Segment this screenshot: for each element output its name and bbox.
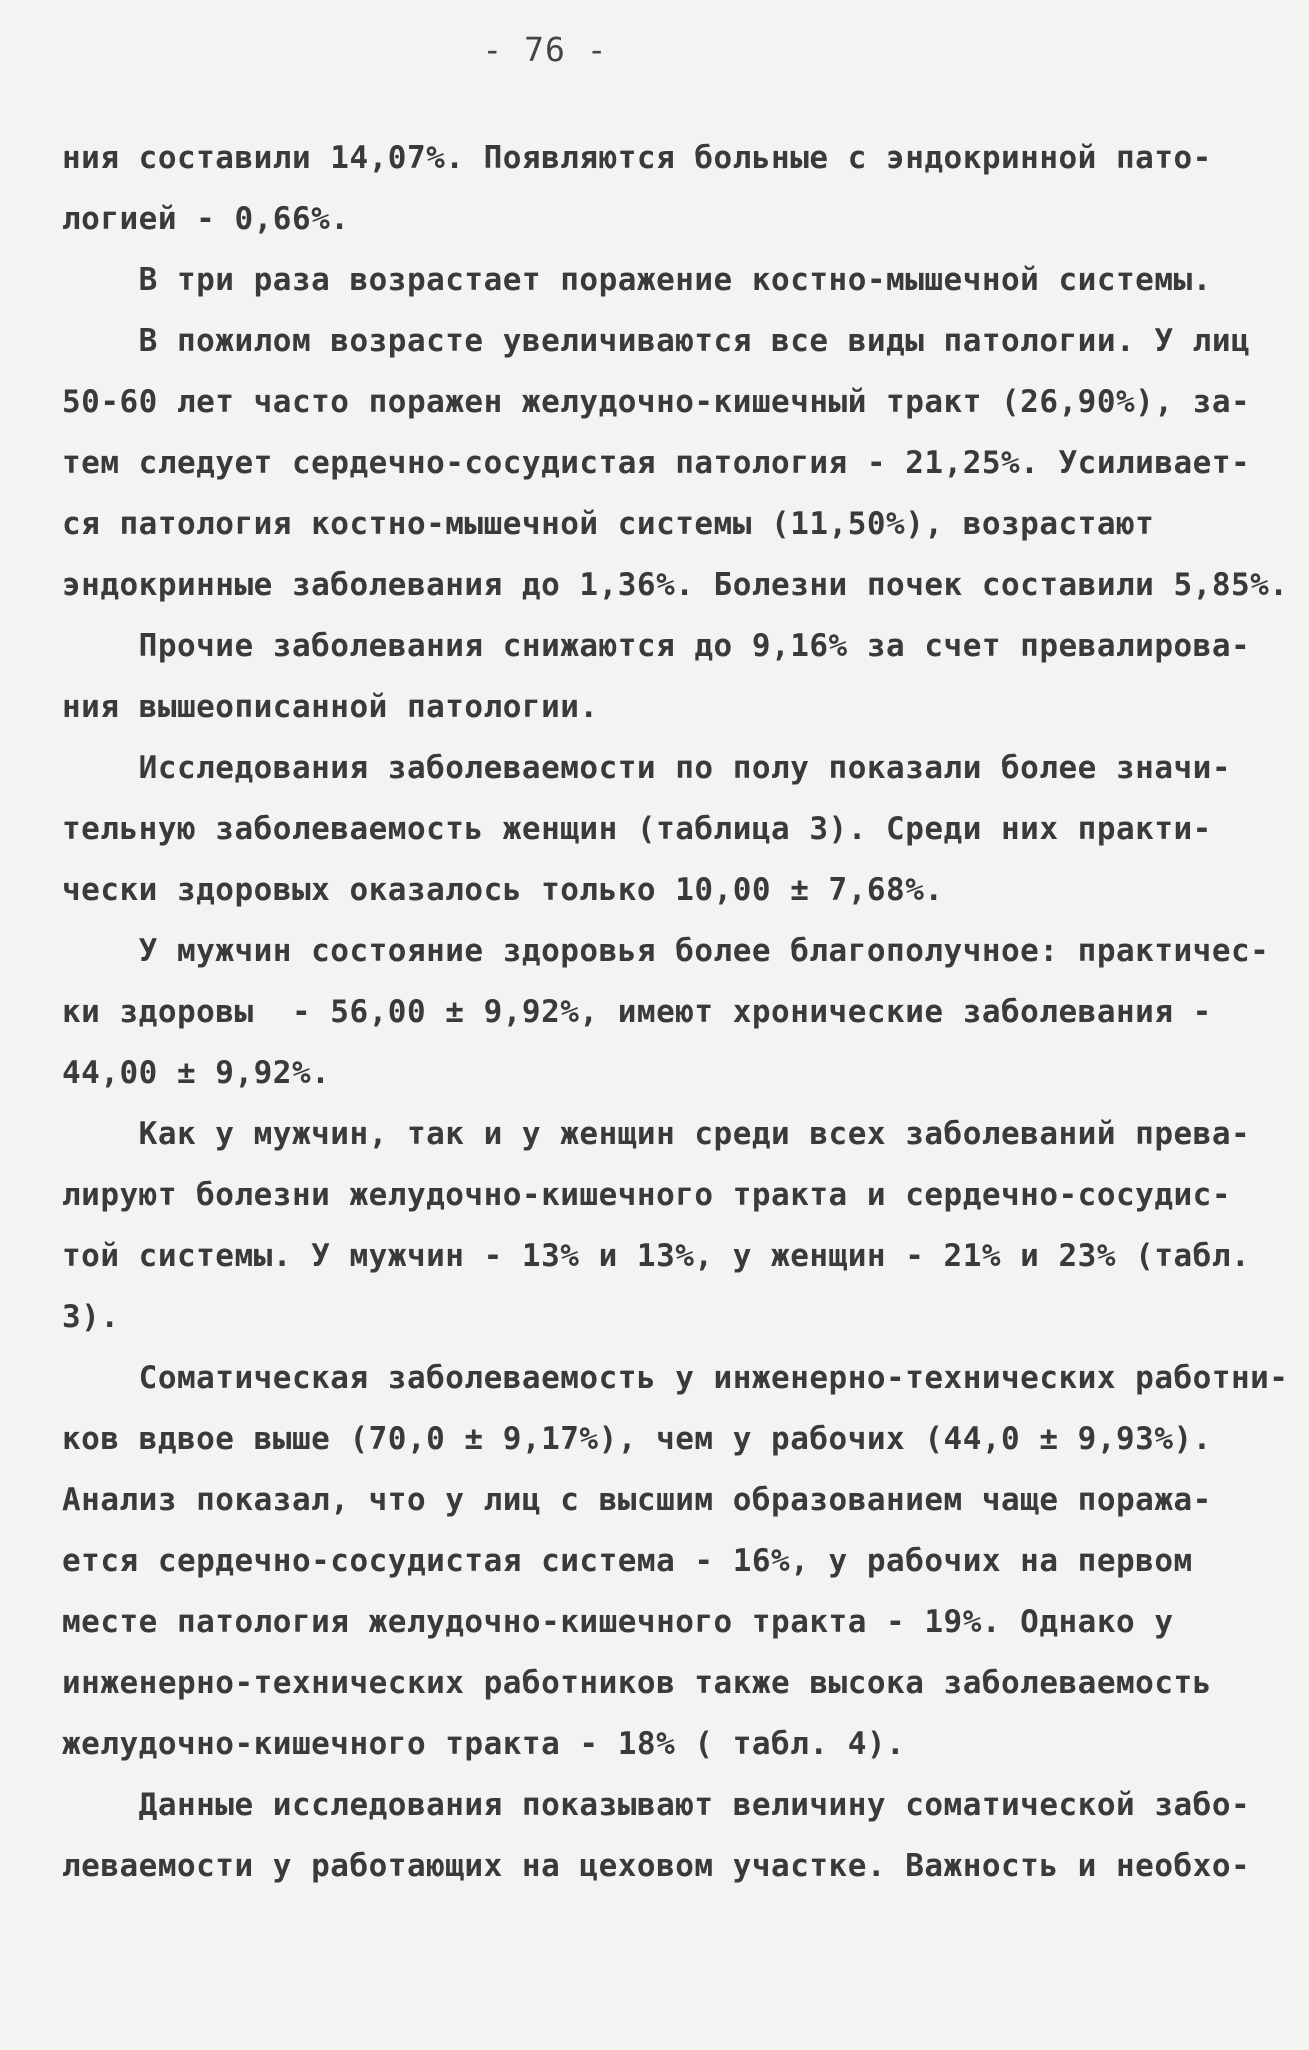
text-line: 50-60 лет часто поражен желудочно-кишечный тракт (26,90%), за- <box>62 384 1251 420</box>
text-line: лируют болезни желудочно-кишечного тракта и сердечно-сосудис- <box>62 1177 1231 1213</box>
text-line: чески здоровых оказалось только 10,00 ± 7,68%. <box>62 872 944 908</box>
text-line: Соматическая заболеваемость у инженерно-технических работни- <box>62 1360 1289 1396</box>
text-line: У мужчин состояние здоровья более благополучное: практичес- <box>62 933 1270 969</box>
text-line: эндокринные заболевания до 1,36%. Болезни почек составили 5,85%. <box>62 567 1289 603</box>
text-line: Как у мужчин, так и у женщин среди всех заболеваний прева- <box>62 1116 1251 1152</box>
text-line: Данные исследования показывают величину соматической забо- <box>62 1787 1251 1823</box>
text-line: ся патология костно-мышечной системы (11,50%), возрастают <box>62 506 1155 542</box>
text-line: тельную заболеваемость женщин (таблица 3). Среди них практи- <box>62 811 1212 847</box>
text-line: Анализ показал, что у лиц с высшим образованием чаще поража- <box>62 1482 1212 1518</box>
text-line: В пожилом возрасте увеличиваются все виды патологии. У лиц <box>62 323 1251 359</box>
text-line: той системы. У мужчин - 13% и 13%, у женщин - 21% и 23% (табл. <box>62 1238 1251 1274</box>
text-line: Исследования заболеваемости по полу показали более значи- <box>62 750 1231 786</box>
text-line: инженерно-технических работников также высока заболеваемость <box>62 1665 1212 1701</box>
text-line: Прочие заболевания снижаются до 9,16% за счет превалирова- <box>62 628 1251 664</box>
text-line: 3). <box>62 1299 120 1335</box>
text-line: 44,00 ± 9,92%. <box>62 1055 331 1091</box>
text-line: леваемости у работающих на цеховом участке. Важность и необхо- <box>62 1848 1251 1884</box>
text-line: ния составили 14,07%. Появляются больные с эндокринной пато- <box>62 140 1212 176</box>
text-line: логией - 0,66%. <box>62 201 350 237</box>
page-number: - 76 - <box>482 30 608 69</box>
document-body <box>62 128 1289 1897</box>
text-line: В три раза возрастает поражение костно-мышечной системы. <box>62 262 1212 298</box>
text-line: тем следует сердечно-сосудистая патология - 21,25%. Усиливает- <box>62 445 1251 481</box>
text-line: желудочно-кишечного тракта - 18% ( табл. 4). <box>62 1726 906 1762</box>
text-line: месте патология желудочно-кишечного тракта - 19%. Однако у <box>62 1604 1174 1640</box>
text-line: ния вышеописанной патологии. <box>62 689 599 725</box>
text-line: ется сердечно-сосудистая система - 16%, у рабочих на первом <box>62 1543 1193 1579</box>
text-line: ки здоровы - 56,00 ± 9,92%, имеют хронические заболевания - <box>62 994 1212 1030</box>
text-line: ков вдвое выше (70,0 ± 9,17%), чем у рабочих (44,0 ± 9,93%). <box>62 1421 1212 1457</box>
